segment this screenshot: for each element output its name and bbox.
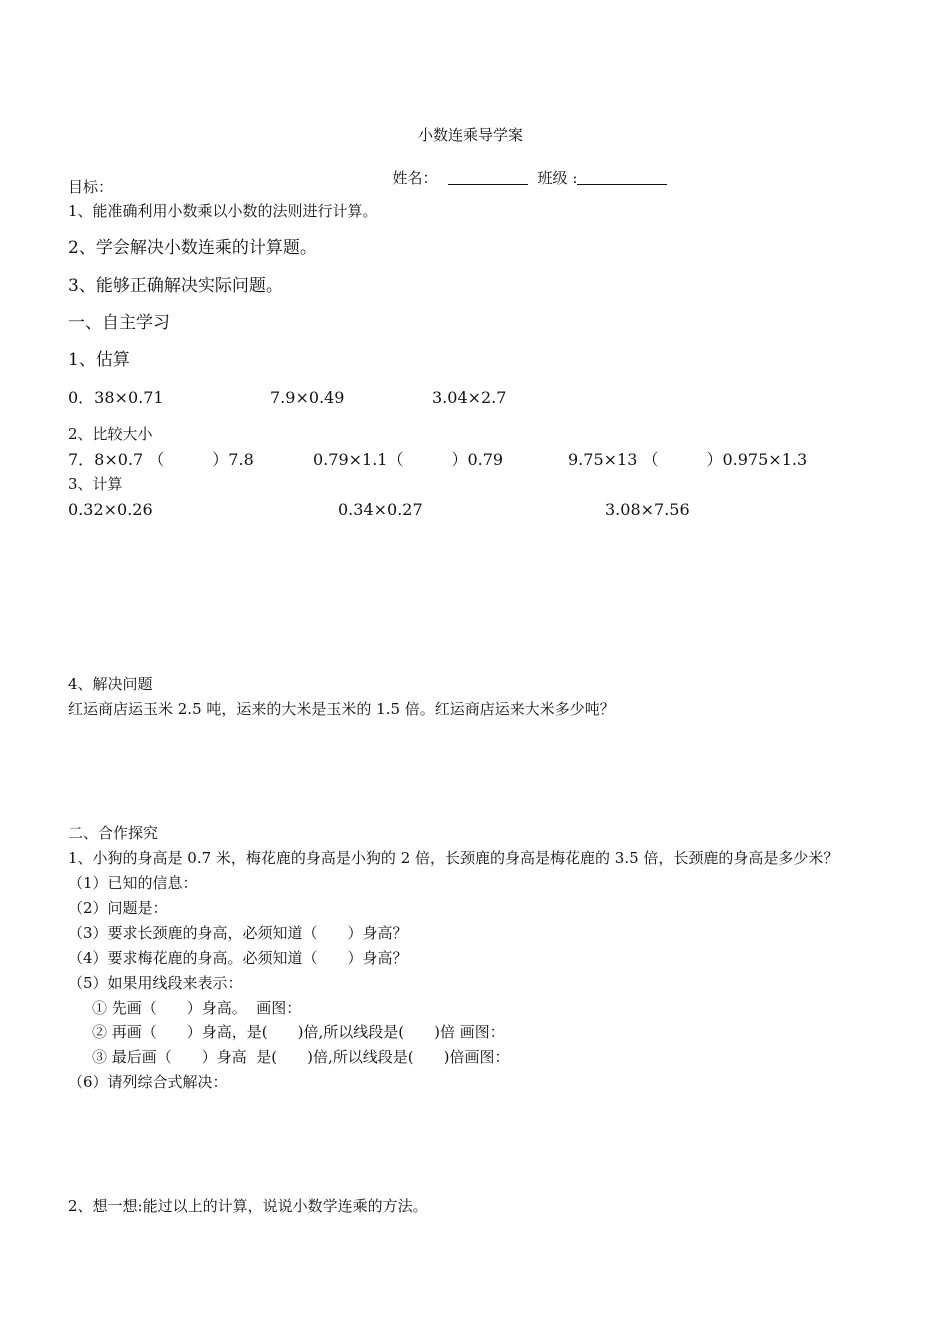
- name-label: 姓名：: [392, 169, 438, 187]
- step-item: （3）要求长颈鹿的身高，必须知道（ ）身高？: [68, 924, 408, 942]
- class-label: 班级 :: [537, 169, 578, 187]
- name-blank: [448, 170, 528, 185]
- estimate-heading: 1、估算: [68, 350, 130, 370]
- problem-heading: 4、解决问题: [68, 675, 153, 693]
- compute-item: 0.34×0.27: [338, 500, 423, 519]
- question-1: 1、小狗的身高是 0.7 米，梅花鹿的身高是小狗的 2 倍，长颈鹿的身高是梅花鹿的 3.5 倍，长颈鹿的身高是多少米？: [68, 849, 839, 867]
- compare-item: 9.75×13 （ ）0.975×1.3: [568, 450, 808, 469]
- estimate-item: 3.04×2.7: [432, 388, 507, 407]
- goal-item: 2、学会解决小数连乘的计算题。: [68, 238, 317, 258]
- goal-item: 3、能够正确解决实际问题。: [68, 276, 283, 296]
- step-item: （2）问题是：: [68, 899, 168, 917]
- compare-item: 7．8×0.7 （ ）7.8: [68, 450, 254, 469]
- compute-item: 3.08×7.56: [605, 500, 690, 519]
- page-title: 小数连乘导学案: [418, 126, 524, 144]
- goals-heading: 目标：: [68, 178, 114, 196]
- step-subitem: ③ 最后画（ ）身高 是( )倍,所以线段是( )倍画图：: [92, 1048, 510, 1066]
- section-heading: 二、合作探究: [68, 824, 159, 842]
- name-field: [383, 155, 528, 186]
- class-blank: [577, 170, 667, 185]
- step-subitem: ① 先画（ ）身高。 画图：: [92, 999, 302, 1017]
- step-item: （6）请列综合式解决：: [68, 1073, 228, 1091]
- class-field: [528, 155, 667, 186]
- step-subitem: ② 再画（ ）身高，是( )倍,所以线段是( )倍 画图：: [92, 1023, 505, 1041]
- step-item: （5）如果用线段来表示：: [68, 974, 243, 992]
- estimate-item: 7.9×0.49: [270, 388, 345, 407]
- step-item: （1）已知的信息：: [68, 874, 198, 892]
- compute-item: 0.32×0.26: [68, 500, 153, 519]
- step-item: （4）要求梅花鹿的身高。必须知道（ ）身高？: [68, 949, 408, 967]
- compare-heading: 2、比较大小: [68, 425, 153, 443]
- estimate-item: 0．38×0.71: [68, 388, 164, 407]
- compute-heading: 3、计算: [68, 475, 123, 493]
- problem-text: 红运商店运玉米 2.5 吨，运来的大米是玉米的 1.5 倍。红运商店运来大米多少吨？: [68, 700, 615, 718]
- compare-item: 0.79×1.1（ ）0.79: [313, 450, 504, 469]
- goal-item: 1、能准确利用小数乘以小数的法则进行计算。: [68, 202, 378, 220]
- section-heading: 一、自主学习: [68, 313, 170, 333]
- question-2: 2、想一想:能过以上的计算，说说小数学连乘的方法。: [68, 1197, 428, 1215]
